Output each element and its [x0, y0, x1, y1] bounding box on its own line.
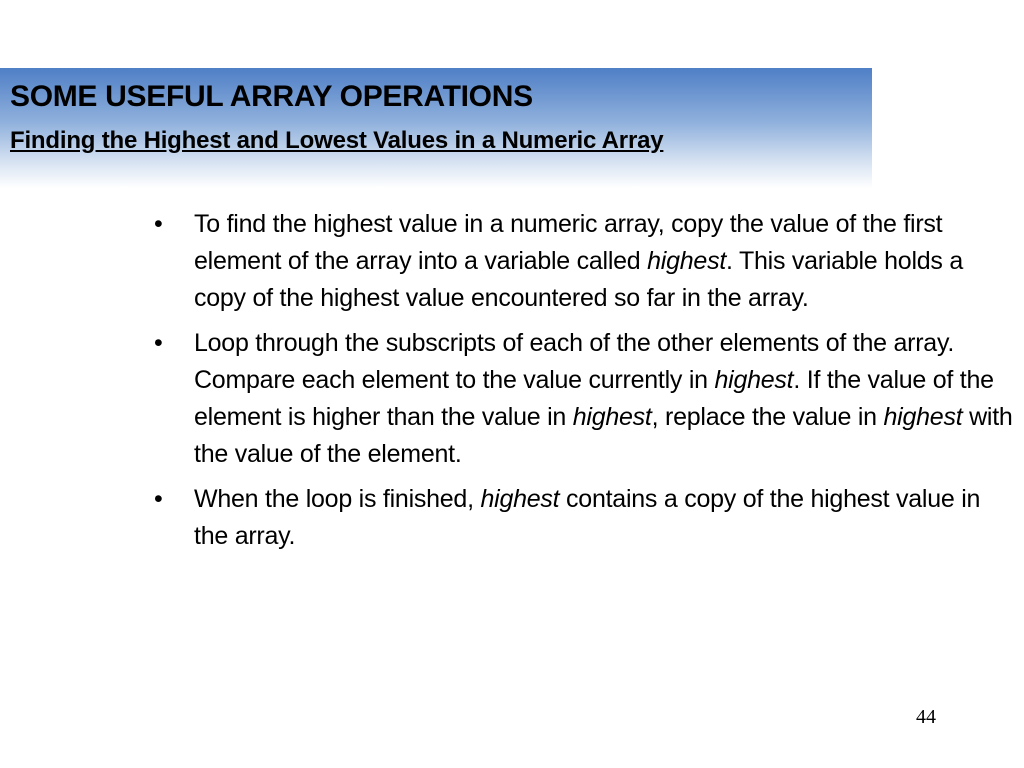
bullet-icon: •	[154, 329, 163, 357]
bullet-text: To find the highest value in a numeric array, copy the value of the first element of the array into a variable called	[194, 210, 943, 275]
bullet-item	[150, 325, 1018, 473]
variable-name: highest	[480, 485, 560, 513]
bullet-text: When the loop is finished,	[194, 485, 481, 513]
bullet-list	[150, 206, 1018, 563]
slide-title: SOME USEFUL ARRAY OPERATIONS	[10, 80, 533, 113]
bullet-text: . If the value of the element is higher than the value in	[194, 366, 994, 431]
bullet-icon: •	[154, 210, 163, 238]
bullet-text: with the value of the element.	[194, 403, 1013, 468]
variable-name: highest	[883, 403, 963, 431]
bullet-text: Loop through the subscripts of each of the other elements of the array. Compare each element to the value currently in	[194, 329, 955, 394]
variable-name: highest	[714, 366, 794, 394]
bullet-item	[150, 206, 1018, 317]
bullet-text: , replace the value in	[651, 403, 884, 431]
bullet-item	[150, 481, 1018, 555]
bullet-text: . This variable holds a copy of the highest value encountered so far in the array.	[194, 247, 964, 312]
bullet-icon: •	[154, 485, 163, 513]
variable-name: highest	[572, 403, 652, 431]
slide-subtitle: Finding the Highest and Lowest Values in a Numeric Array	[10, 127, 664, 154]
page-number: 44	[916, 706, 936, 728]
bullet-text: contains a copy of the highest value in the array.	[194, 485, 981, 550]
variable-name: highest	[647, 247, 727, 275]
